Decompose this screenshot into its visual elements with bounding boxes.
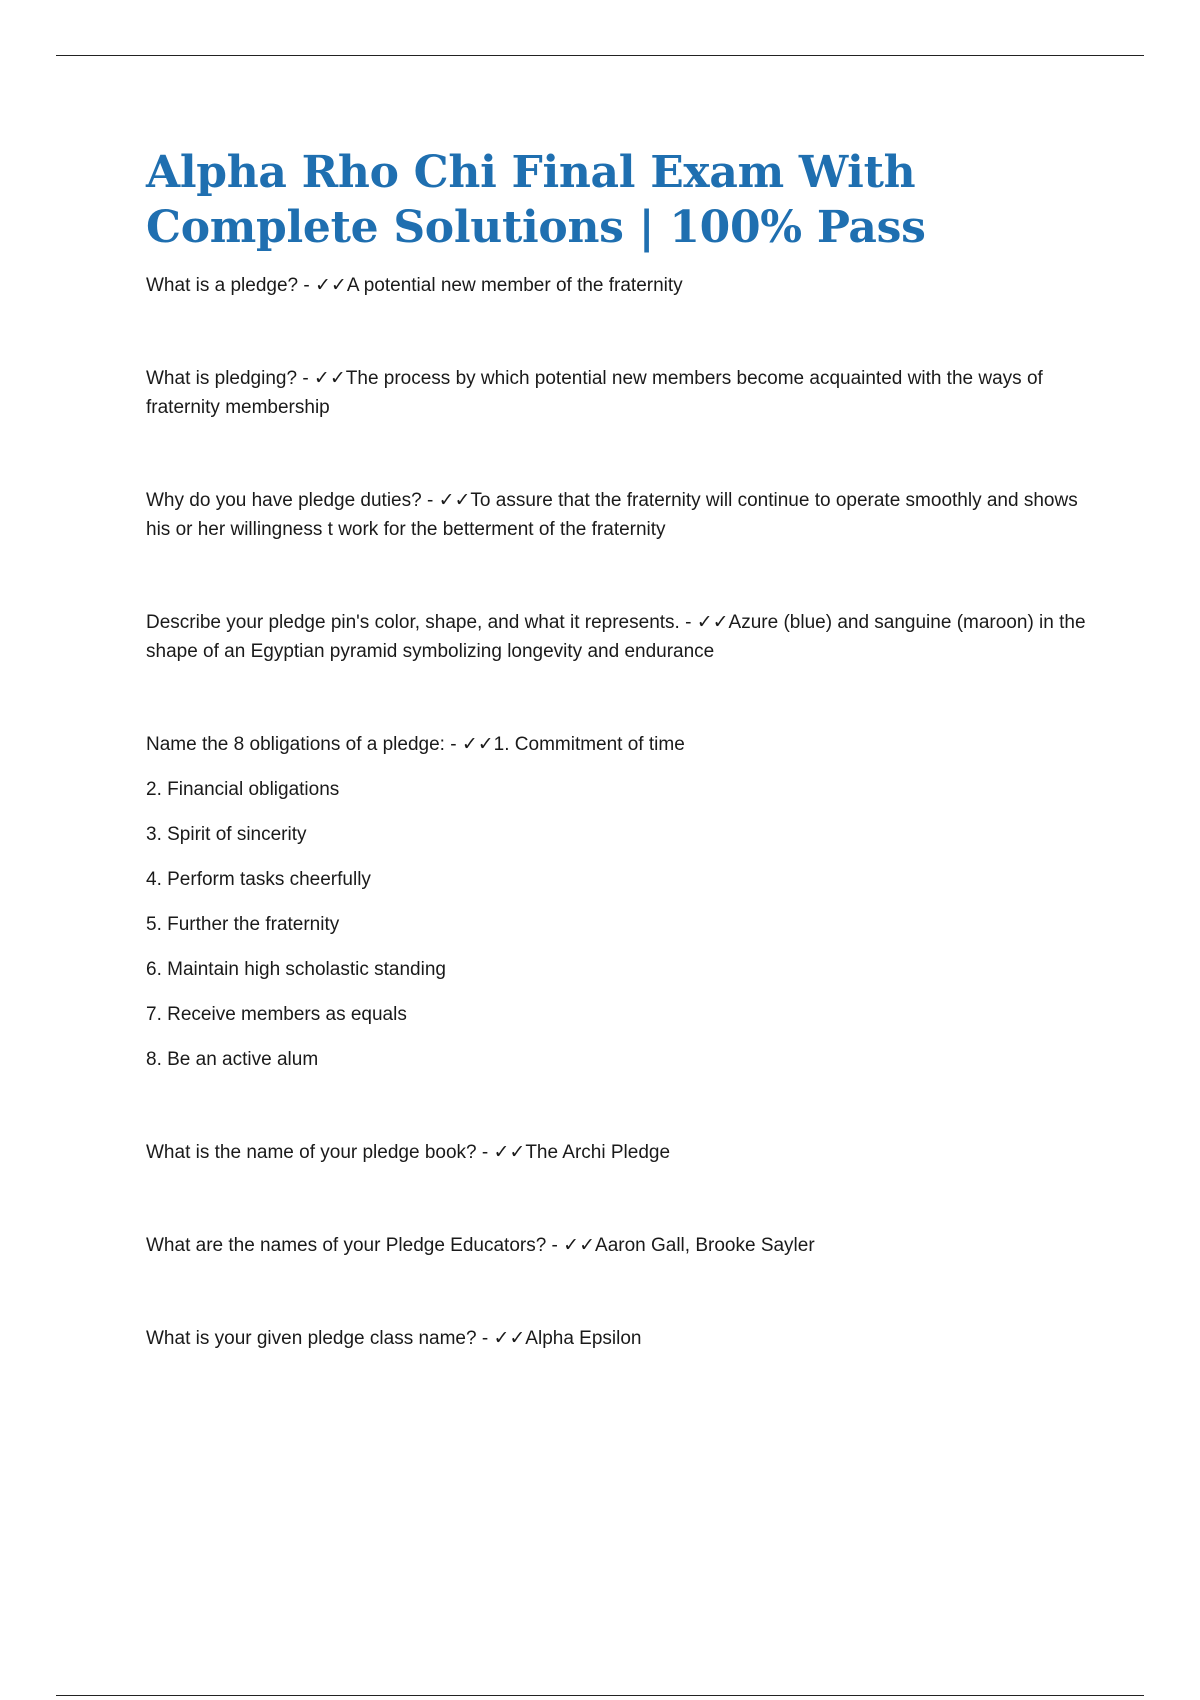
double-check-icon: ✓✓	[493, 1141, 526, 1163]
list-item: 6. Maintain high scholastic standing	[146, 959, 446, 980]
qa-item	[146, 1231, 1106, 1260]
answer-text: A potential new member of the fraternity	[346, 275, 683, 296]
question-text: Name the 8 obligations of a pledge: -	[146, 734, 462, 755]
question-text: Describe your pledge pin's color, shape, and what it represents. -	[146, 612, 697, 633]
answer-text: Azure (blue) and sanguine (maroon) in the shape of an Egyptian pyramid symbolizing longevity and endurance	[146, 612, 1086, 662]
obligations-list	[146, 775, 1106, 1074]
qa-item	[146, 364, 1106, 422]
answer-text: The process by which potential new members become acquainted with the ways of fraternity membership	[146, 368, 1043, 418]
top-divider	[56, 55, 1144, 56]
list-item: 3. Spirit of sincerity	[146, 824, 307, 845]
qa-item	[146, 1138, 1106, 1167]
list-item: 8. Be an active alum	[146, 1049, 319, 1070]
document-title: Alpha Rho Chi Final Exam With Complete Solutions | 100% Pass	[146, 147, 926, 253]
double-check-icon: ✓✓	[314, 274, 347, 296]
question-text: What is your given pledge class name? -	[146, 1328, 494, 1349]
question-text: What is pledging? -	[146, 368, 314, 389]
answer-text: 1. Commitment of time	[493, 734, 685, 755]
bottom-divider	[56, 1695, 1144, 1696]
answer-text: To assure that the fraternity will continue to operate smoothly and shows his or her willingness t work for the betterment of the fraternity	[146, 490, 1078, 540]
answer-text: Alpha Epsilon	[525, 1328, 642, 1349]
list-item: 2. Financial obligations	[146, 779, 340, 800]
double-check-icon: ✓✓	[696, 611, 729, 633]
answer-text: The Archi Pledge	[525, 1142, 671, 1163]
list-item: 4. Perform tasks cheerfully	[146, 869, 371, 890]
question-text: What is a pledge? -	[146, 275, 315, 296]
qa-item	[146, 486, 1106, 544]
double-check-icon: ✓✓	[461, 733, 494, 755]
qa-item	[146, 730, 1106, 759]
document-body	[146, 145, 1106, 1353]
double-check-icon: ✓✓	[493, 1327, 526, 1349]
double-check-icon: ✓✓	[563, 1234, 596, 1256]
list-item: 7. Receive members as equals	[146, 1004, 407, 1025]
qa-item	[146, 271, 1106, 300]
qa-item	[146, 1324, 1106, 1353]
question-text: What is the name of your pledge book? -	[146, 1142, 494, 1163]
question-text: Why do you have pledge duties? -	[146, 490, 439, 511]
double-check-icon: ✓✓	[313, 367, 346, 389]
question-text: What are the names of your Pledge Educators? -	[146, 1235, 564, 1256]
qa-item	[146, 608, 1106, 666]
answer-text: Aaron Gall, Brooke Sayler	[595, 1235, 815, 1256]
double-check-icon: ✓✓	[438, 489, 471, 511]
list-item: 5. Further the fraternity	[146, 914, 340, 935]
